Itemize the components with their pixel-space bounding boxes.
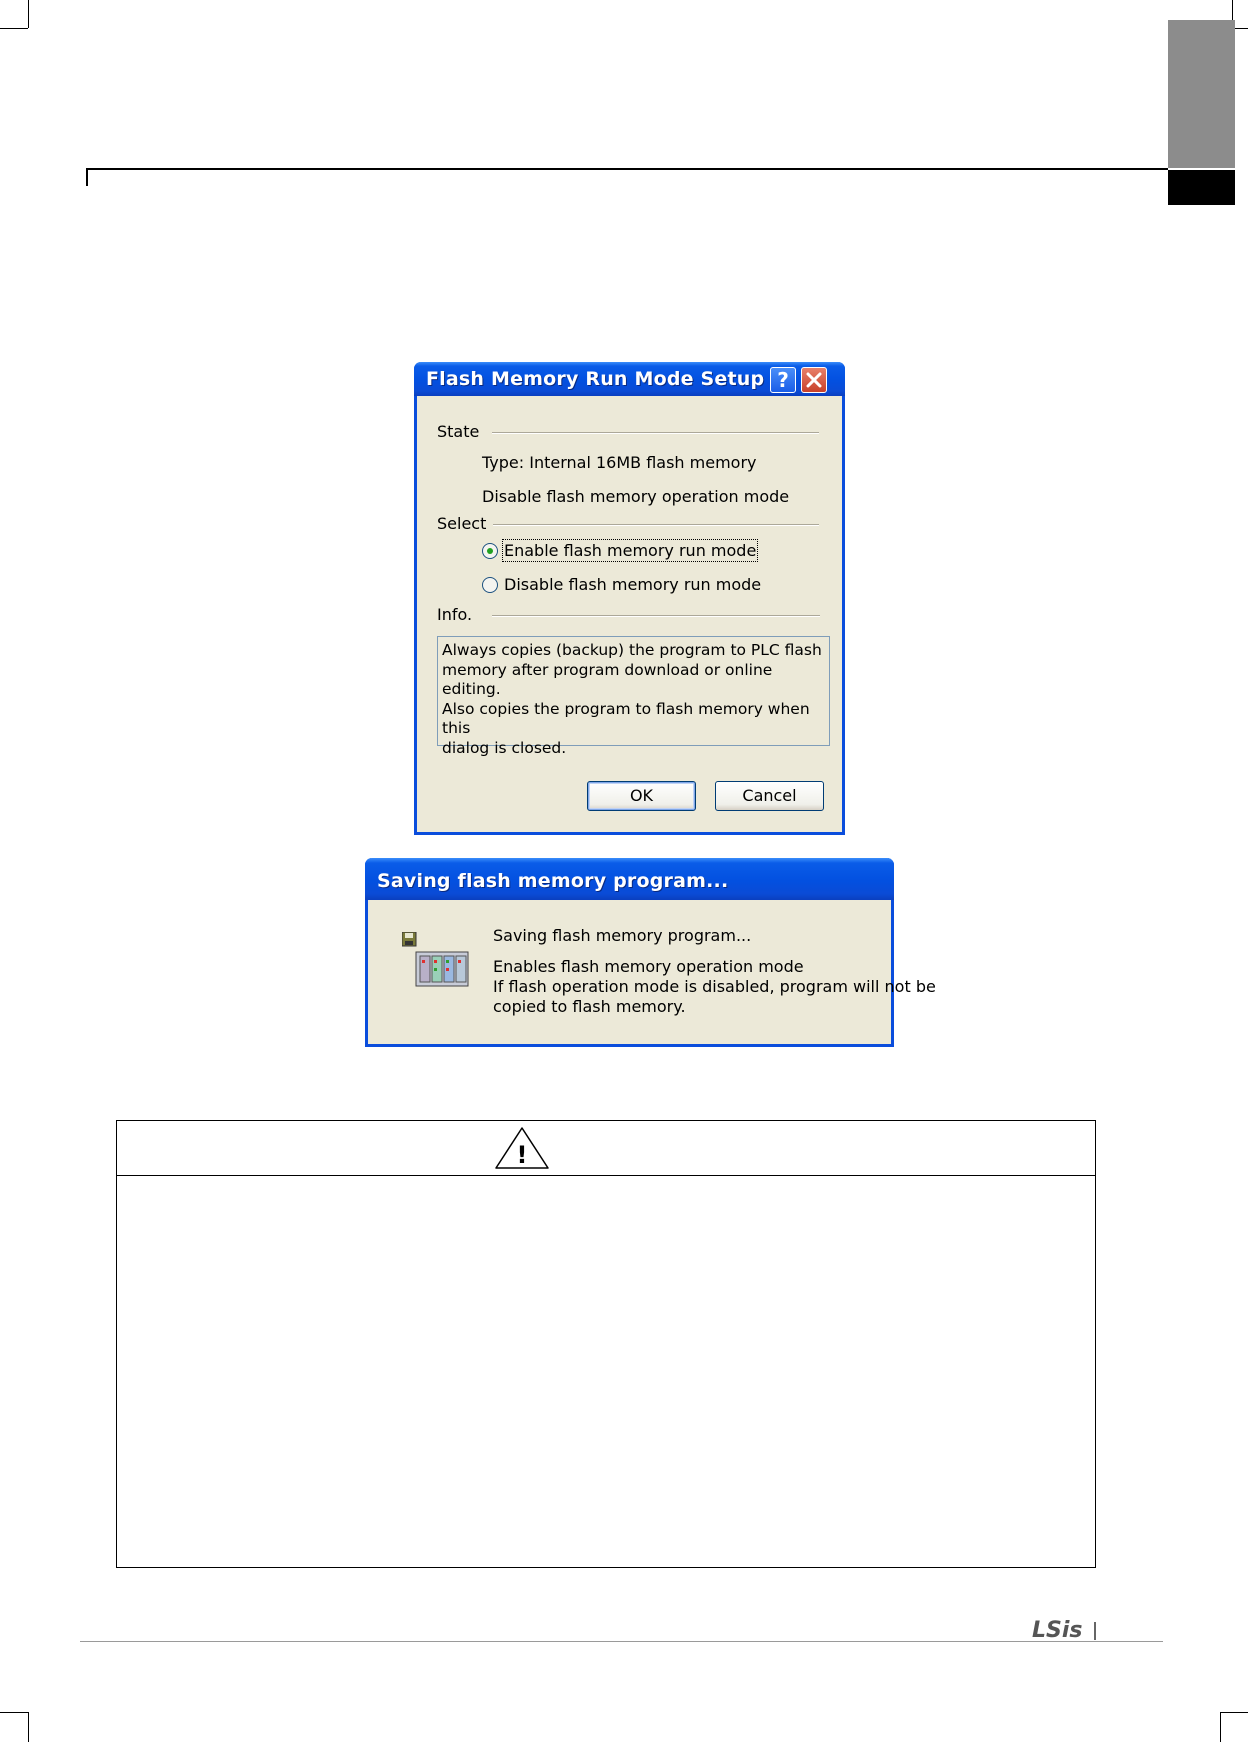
radio-button[interactable] <box>482 577 498 593</box>
saving-flash-dialog <box>365 858 936 1047</box>
info-textbox <box>437 636 830 757</box>
crop-mark <box>0 1712 28 1713</box>
flash-run-mode-dialog <box>414 362 845 835</box>
radio-enable-flash-run[interactable] <box>482 540 757 562</box>
group-divider <box>493 524 819 526</box>
close-button[interactable] <box>801 367 827 393</box>
crop-mark <box>28 0 29 28</box>
saving-status-text: Saving flash memory program... <box>493 926 752 945</box>
warning-icon <box>494 1126 550 1170</box>
flash-type-text: Type: Internal 16MB flash memory <box>482 453 757 472</box>
caution-box <box>116 1120 1096 1568</box>
info-line: Always copies (backup) the program to PLC flash <box>442 641 822 659</box>
flash-state-text: Disable flash memory operation mode <box>482 487 790 506</box>
dialog-title: Flash Memory Run Mode Setup <box>426 368 765 390</box>
radio-button-checked[interactable] <box>482 543 498 559</box>
footer-separator <box>1094 1622 1096 1640</box>
state-group-label: State <box>437 422 480 441</box>
dialog-title: Saving flash memory program... <box>377 870 729 892</box>
footer-rule <box>80 1641 1163 1642</box>
ok-button[interactable]: OK <box>587 781 696 811</box>
group-divider <box>492 432 819 434</box>
crop-mark <box>0 28 28 29</box>
info-group-label: Info. <box>437 605 473 624</box>
saving-note-text: If flash operation mode is disabled, program will not be <box>493 977 936 996</box>
chapter-tab-marker <box>1168 170 1235 205</box>
caution-header <box>117 1121 1095 1176</box>
radio-disable-flash-run[interactable] <box>482 574 762 596</box>
info-line: dialog is closed. <box>442 738 567 757</box>
crop-mark <box>1220 1712 1248 1713</box>
saving-mode-text: Enables flash memory operation mode <box>493 957 804 976</box>
group-divider <box>492 615 820 617</box>
info-line: memory after program download or online editing. <box>442 660 773 698</box>
help-button[interactable]: ? <box>770 367 796 393</box>
plc-save-icon <box>402 932 472 992</box>
radio-label[interactable]: Disable flash memory run mode <box>504 575 762 594</box>
svg-text:!: ! <box>516 1141 528 1169</box>
crop-mark <box>1220 1712 1221 1742</box>
dialog-titlebar[interactable] <box>414 362 845 396</box>
cancel-button[interactable]: Cancel <box>715 781 824 811</box>
header-rule-tick <box>86 168 88 186</box>
select-group-label: Select <box>437 514 487 533</box>
close-icon <box>802 368 826 392</box>
info-line: Also copies the program to flash memory when this <box>442 699 810 737</box>
crop-mark <box>28 1712 29 1742</box>
saving-note-text: copied to flash memory. <box>493 997 686 1016</box>
header-rule <box>86 168 1168 170</box>
company-logo: LSis <box>1032 1618 1083 1643</box>
radio-label[interactable]: Enable flash memory run mode <box>504 541 757 560</box>
dialog-titlebar[interactable] <box>365 858 894 900</box>
chapter-tab <box>1168 20 1235 168</box>
